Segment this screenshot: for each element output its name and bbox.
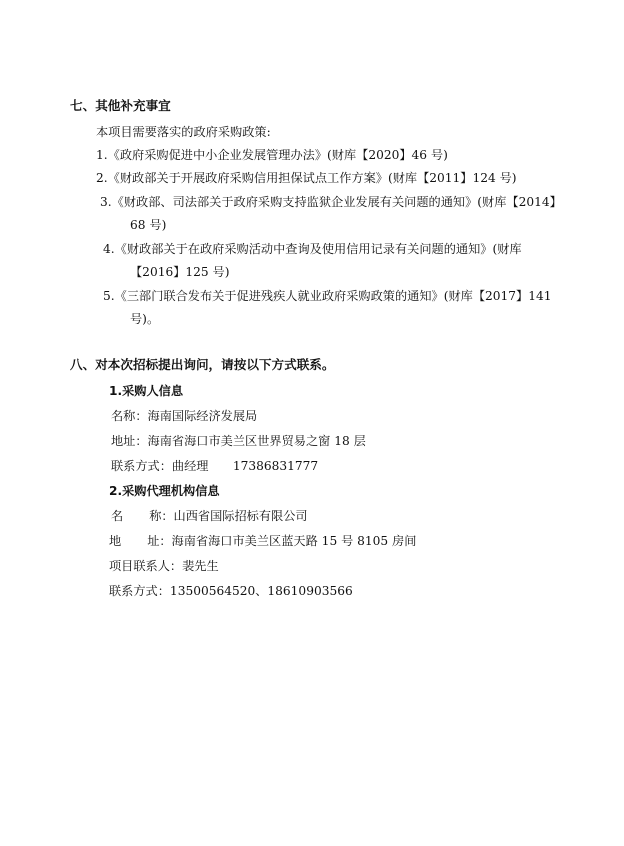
section-8-heading: 八、对本次招标提出询问，请按以下方式联系。 xyxy=(70,357,335,372)
agency-name-value: 称：山西省国际招标有限公司 xyxy=(149,509,308,523)
purchaser-address: 地址：海南省海口市美兰区世界贸易之窗 18 层 xyxy=(111,434,366,448)
agency-name-label: 名 xyxy=(111,509,124,523)
policy-item-5: 5.《三部门联合发布关于促进残疾人就业政府采购政策的通知》(财库【2017】141 xyxy=(103,289,552,303)
agency-contact: 联系方式：13500564520、18610903566 xyxy=(109,584,353,598)
policy-item-5-continued: 号)。 xyxy=(130,312,160,326)
agency-address xyxy=(109,533,416,549)
agency-address-label: 地 xyxy=(109,534,122,548)
policy-item-3-continued: 68 号) xyxy=(130,218,167,232)
agency-info-title: 2.采购代理机构信息 xyxy=(109,484,220,498)
policy-intro: 本项目需要落实的政府采购政策: xyxy=(96,125,271,139)
agency-contact-person: 项目联系人：裴先生 xyxy=(109,559,219,573)
policy-item-3: 3.《财政部、司法部关于政府采购支持监狱企业发展有关问题的通知》(财库【2014】 xyxy=(100,195,562,209)
purchaser-contact: 联系方式：曲经理 17386831777 xyxy=(111,459,319,473)
section-7-heading: 七、其他补充事宜 xyxy=(70,98,171,113)
policy-item-1: 1.《政府采购促进中小企业发展管理办法》(财库【2020】46 号) xyxy=(96,148,448,162)
agency-address-value: 址：海南省海口市美兰区蓝天路 15 号 8105 房间 xyxy=(147,534,417,548)
policy-item-2: 2.《财政部关于开展政府采购信用担保试点工作方案》(财库【2011】124 号) xyxy=(96,171,517,185)
policy-item-4-continued: 【2016】125 号) xyxy=(130,265,230,279)
policy-item-4: 4.《财政部关于在政府采购活动中查询及使用信用记录有关问题的通知》(财库 xyxy=(103,242,522,256)
purchaser-name: 名称：海南国际经济发展局 xyxy=(111,409,258,423)
agency-name xyxy=(111,508,308,524)
purchaser-info-title: 1.采购人信息 xyxy=(109,384,184,398)
